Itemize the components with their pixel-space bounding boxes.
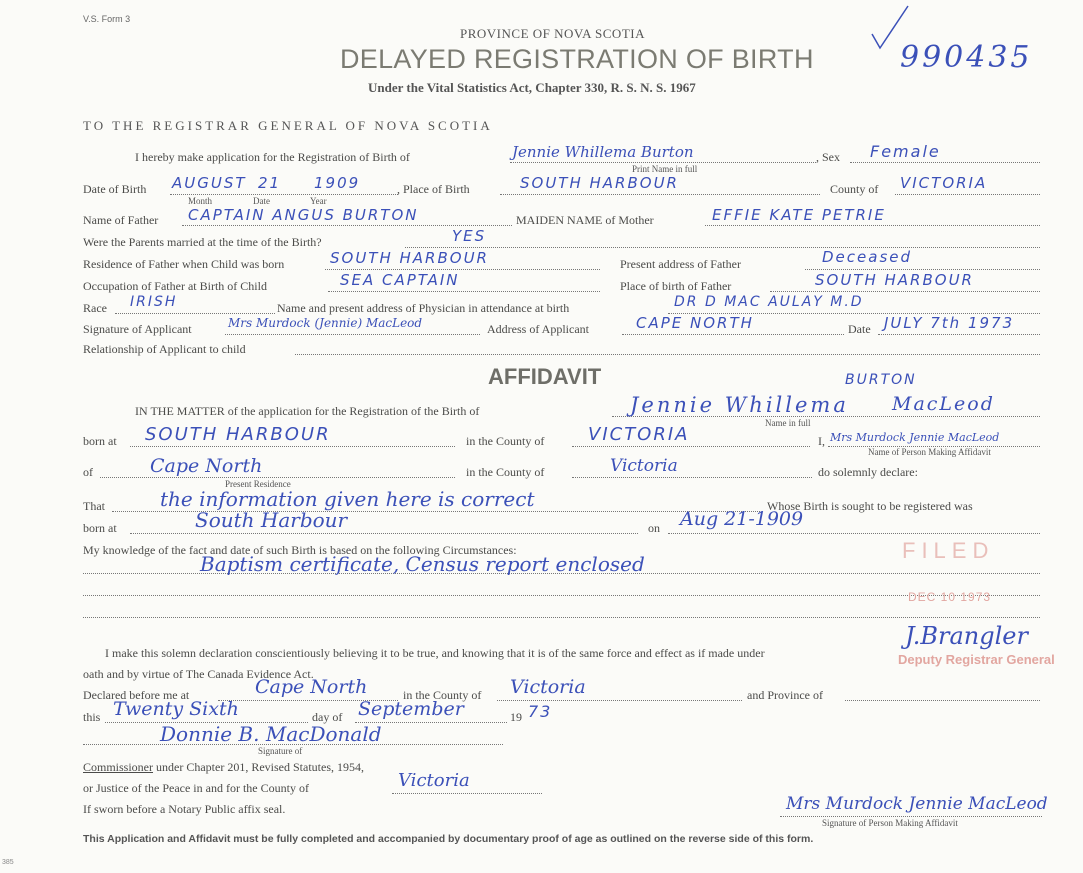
i-label: I, [818,434,825,448]
date-label: Date [253,196,270,206]
father-birthplace-value: SOUTH HARBOUR [815,271,974,289]
page-subtitle: Under the Vital Statistics Act, Chapter 330, R. S. N. S. 1967 [368,80,696,95]
of-label: of [83,465,93,479]
county-value: VICTORIA [900,174,988,192]
dob-year-value: 1909 [314,174,361,192]
checkmark-icon [870,4,930,54]
affiant-signature-label: Signature of Person Making Affidavit [822,818,958,828]
on-label: on [648,521,660,535]
declaration-line-2: oath and by virtue of The Canada Evidence Act. [83,667,314,681]
present-residence-label: Present Residence [225,479,291,489]
year-prefix: 19 [510,710,522,724]
of-county-label: in the County of [466,465,545,479]
commissioner-signature: Donnie B. MacDonald [160,722,382,746]
dob-month-value: AUGUST [172,174,247,192]
declaration-line-1: I make this solemn declaration conscientiously believing it to be true, and knowing that it is of the same force and effect as if made under [105,646,765,660]
child-name-value: Jennie Whillema Burton [512,143,694,161]
circumstances-value: Baptism certificate, Census report enclosed [200,552,645,576]
father-value: CAPTAIN ANGUS BURTON [188,206,419,224]
physician-value: DR D MAC AULAY M.D [674,294,864,310]
deponent-name: Mrs Murdock Jennie MacLeod [830,431,1000,444]
occupation-label: Occupation of Father at Birth of Child [83,279,267,293]
declared-county-value: Victoria [510,676,586,698]
race-value: IRISH [130,294,178,310]
affiant-signature: Mrs Murdock Jennie MacLeod [786,794,1048,814]
that-value: the information given here is correct [160,487,535,511]
affidavit-child-name: Jennie Whillema [630,393,849,417]
this-label: this [83,710,101,724]
born-at2-label: born at [83,521,117,535]
year-suffix: 73 [528,702,553,721]
declared-label: Declared before me at [83,688,190,702]
in-county-label: in the County of [466,434,545,448]
affidavit-name-above: BURTON [845,372,917,388]
commissioner-statute: under Chapter 201, Revised Statutes, 1954, [153,760,364,774]
physician-label: Name and present address of Physician in attendance at birth [277,301,570,315]
justice-label: or Justice of the Peace in and for the County of [83,781,309,795]
intro-label: I hereby make application for the Registration of Birth of [135,150,410,164]
this-day-value: Twenty Sixth [113,698,239,720]
footer-note: This Application and Affidavit must be fully completed and accompanied by documentary proof of age as outlined on the reverse side of this form. [83,833,814,845]
dob-label: Date of Birth [83,182,147,196]
page-title: DELAYED REGISTRATION OF BIRTH [340,44,814,74]
residence-label: Residence of Father when Child was born [83,257,285,271]
name-full-label: Name in full [765,418,811,428]
justice-county-value: Victoria [398,770,470,791]
registration-number: 990435 [900,40,1033,75]
applicant-address-value: CAPE NORTH [636,314,754,332]
father-birthplace-label: Place of birth of Father [620,279,732,293]
filed-stamp: FILED [902,538,995,563]
born-at2-value: South Harbour [195,508,348,532]
born-county-value: VICTORIA [588,424,690,445]
sex-label: , Sex [816,150,840,164]
place-of-birth-label: , Place of Birth [397,182,470,196]
signature-of-label: Signature of [258,746,303,756]
date-signed-label: Date [848,322,871,336]
registrar-signature: J.Brangler [905,622,1028,650]
notary-note: If sworn before a Notary Public affix seal. [83,802,286,816]
occupation-value: SEA CAPTAIN [340,271,460,289]
mother-value: EFFIE KATE PETRIE [712,206,886,224]
relationship-label: Relationship of Applicant to child [83,342,246,356]
applicant-signature: Mrs Murdock (Jennie) MacLeod [228,316,423,330]
whose-birth-label: Whose Birth is sought to be registered was [767,499,973,513]
month-label: Month [188,196,213,206]
sex-value: Female [870,142,941,161]
date-signed-value: JULY 7th 1973 [884,314,1015,332]
province-heading: PROVINCE OF NOVA SCOTIA [460,26,645,41]
residence-value: SOUTH HARBOUR [330,249,489,267]
mother-label: MAIDEN NAME of Mother [516,213,654,227]
month-value: September [358,698,464,720]
filed-date-stamp: DEC 10 1973 [908,590,992,604]
dob-date-value: 21 [258,174,282,192]
registrar-stamp: Deputy Registrar General [898,652,1055,667]
place-of-birth-value: SOUTH HARBOUR [520,174,679,192]
year-label: Year [310,196,327,206]
that-label: That [83,499,105,513]
print-name-label: Print Name in full [632,164,698,174]
commissioner-line [83,760,364,775]
race-label: Race [83,301,107,315]
footer-code: 385 [2,859,14,866]
born-at-value: SOUTH HARBOUR [145,424,331,445]
present-address-label: Present address of Father [620,257,741,271]
declared-at-value: Cape North [255,676,368,698]
father-label: Name of Father [83,213,159,227]
declared-county-label: in the County of [403,688,482,702]
applicant-address-label: Address of Applicant [487,322,589,336]
affidavit-heading: AFFIDAVIT [488,364,602,389]
form-number: V.S. Form 3 [83,14,131,24]
of-county-value: Victoria [610,456,678,476]
on-value: Aug 21-1909 [680,508,804,530]
county-label: County of [830,182,879,196]
of-value: Cape North [150,455,263,477]
married-label: Were the Parents married at the time of the Birth? [83,235,322,249]
day-of-label: day of [312,710,343,724]
province-label: and Province of [747,688,823,702]
affidavit-child-surname: MacLeod [892,393,995,415]
addressee-line: TO THE REGISTRAR GENERAL OF NOVA SCOTIA [83,118,493,133]
solemnly-declare: do solemnly declare: [818,465,918,479]
applicant-signature-label: Signature of Applicant [83,322,192,336]
matter-label: IN THE MATTER of the application for the Registration of the Birth of [135,404,480,418]
married-value: YES [452,227,487,245]
commissioner-label: Commissioner [83,760,154,774]
knowledge-label: My knowledge of the fact and date of such Birth is based on the following Circumstances: [83,543,517,557]
deponent-label: Name of Person Making Affidavit [868,447,991,457]
born-at-label: born at [83,434,117,448]
present-address-value: Deceased [822,248,913,266]
